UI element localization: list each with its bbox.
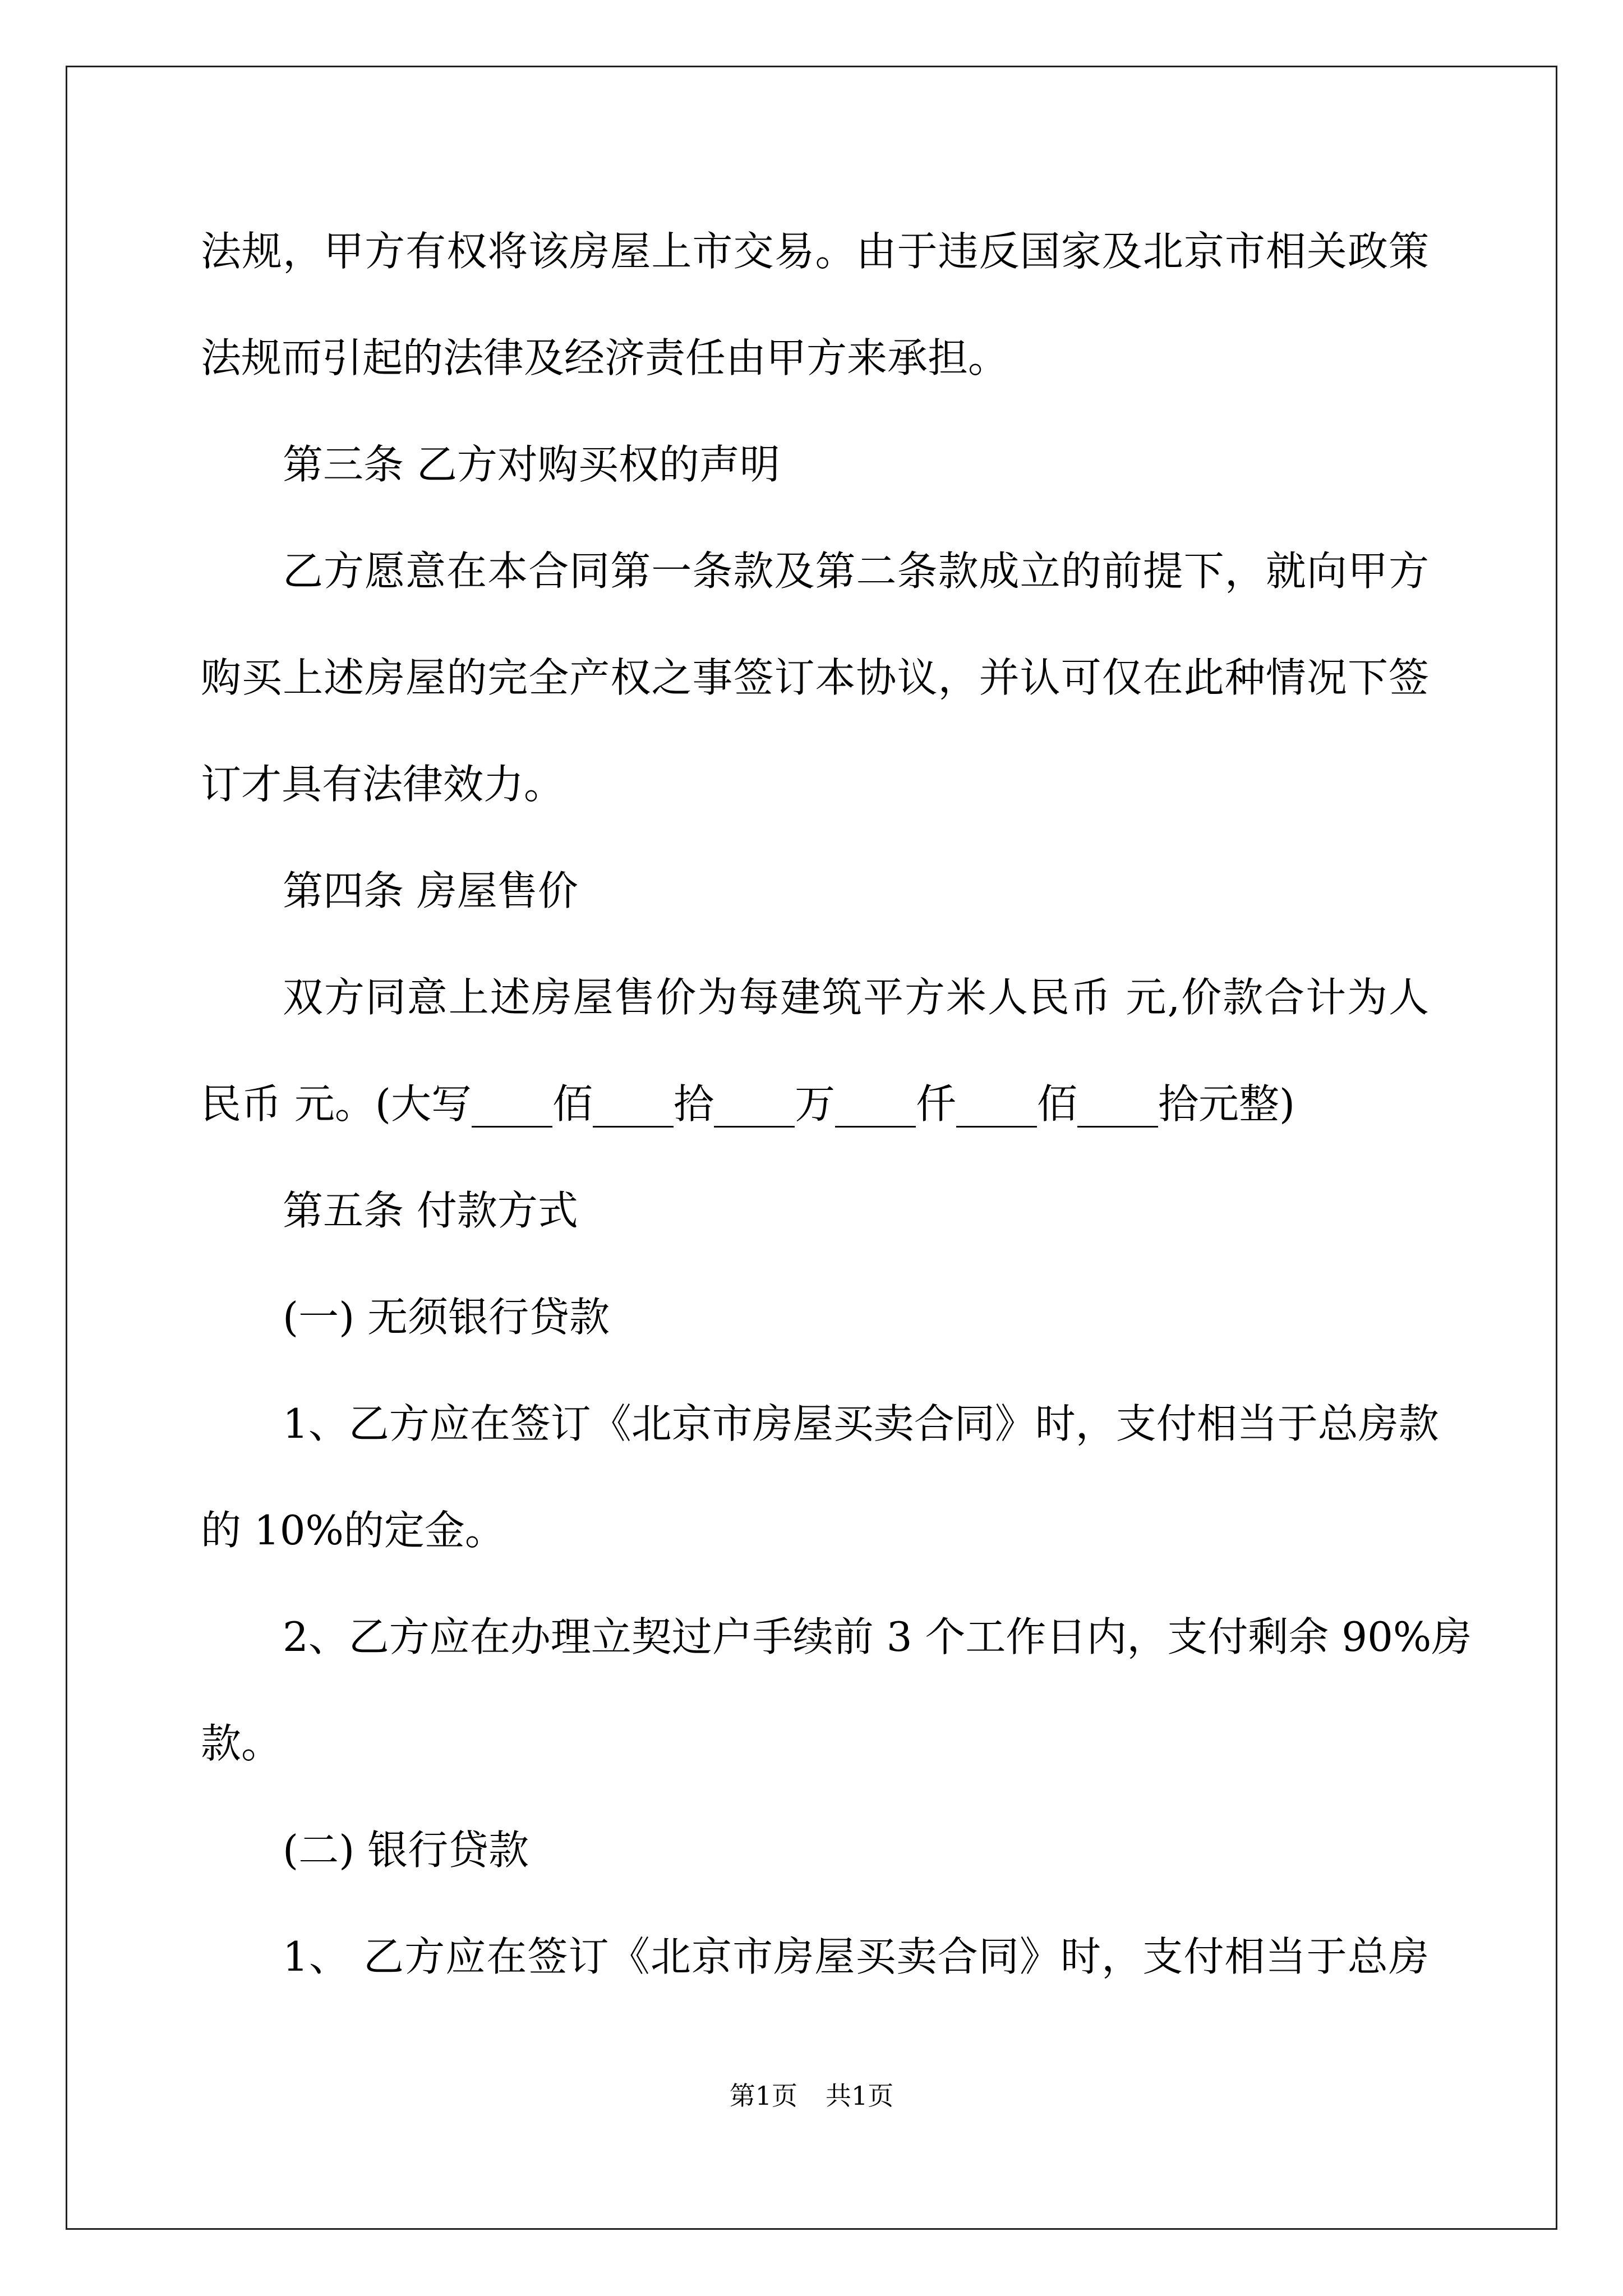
page-footer	[0, 2079, 1623, 2113]
paragraph-line: 1、 乙方应在签订《北京市房屋买卖合同》时，支付相当于总房	[283, 1933, 1429, 1980]
article-heading: 第四条 房屋售价	[283, 867, 578, 914]
page-number: 第1页	[729, 2081, 797, 2111]
paragraph-line: 1、乙方应在签订《北京市房屋买卖合同》时，支付相当于总房款	[283, 1400, 1439, 1447]
article-heading: 第五条 付款方式	[283, 1187, 578, 1234]
paragraph-line: 的 10%的定金。	[201, 1507, 505, 1554]
section-heading: (一) 无须银行贷款	[283, 1294, 610, 1341]
paragraph-line: 法规，甲方有权将该房屋上市交易。由于违反国家及北京市相关政策	[201, 228, 1429, 275]
paragraph-line: 双方同意上述房屋售价为每建筑平方米人民币 元,价款合计为人	[283, 974, 1429, 1021]
page-total: 共1页	[826, 2081, 894, 2111]
paragraph-line: 法规而引起的法律及经济责任由甲方来承担。	[201, 334, 1009, 381]
paragraph-line: 订才具有法律效力。	[201, 761, 565, 808]
paragraph-line: 乙方愿意在本合同第一条款及第二条款成立的前提下，就向甲方	[283, 547, 1429, 595]
paragraph-line: 款。	[201, 1720, 282, 1767]
paragraph-line: 民币 元。(大写____佰____拾____万____仟____佰____拾元整)	[201, 1080, 1295, 1128]
section-heading: (二) 银行贷款	[283, 1826, 529, 1874]
article-heading: 第三条 乙方对购买权的声明	[283, 441, 780, 488]
page-border	[66, 66, 1557, 2230]
paragraph-line: 2、乙方应在办理立契过户手续前 3 个工作日内，支付剩余 90%房	[283, 1613, 1472, 1660]
paragraph-line: 购买上述房屋的完全产权之事签订本协议，并认可仅在此种情况下签	[201, 654, 1429, 701]
